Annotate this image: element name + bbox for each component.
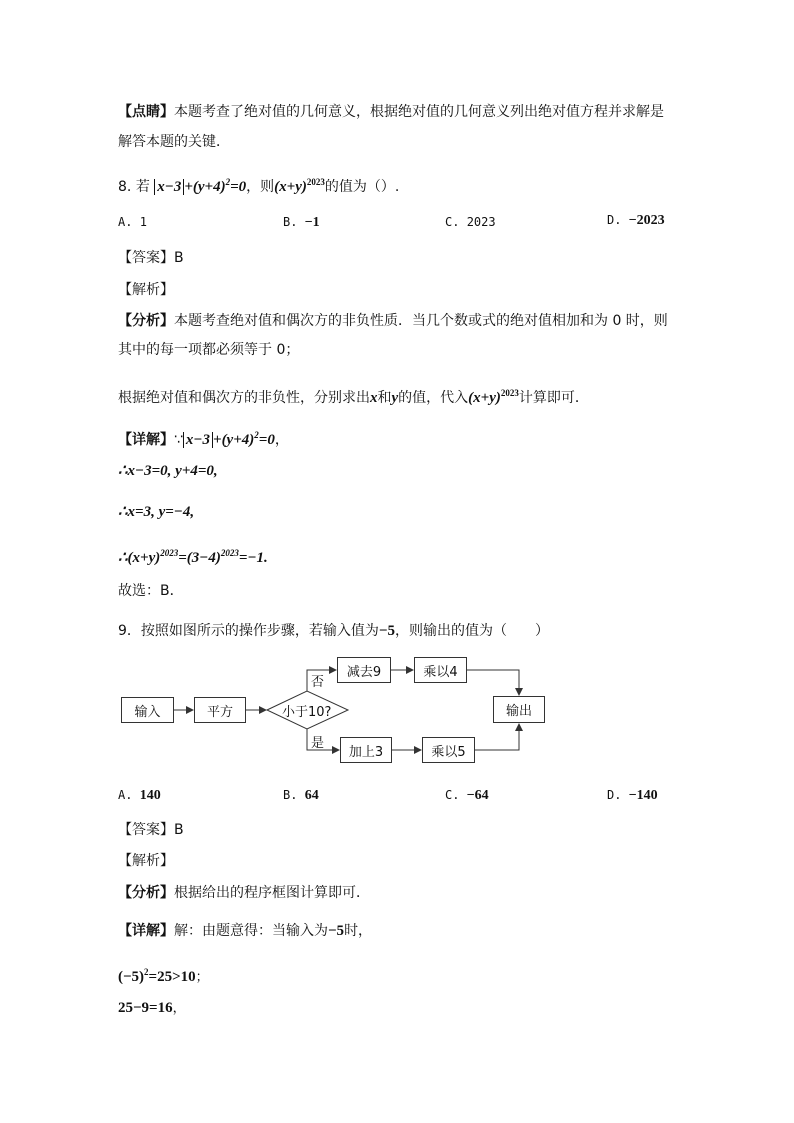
flow-square-box: 平方 (194, 697, 246, 723)
dianjing-tag: 【点睛】 (118, 104, 174, 120)
q9-fenxi (118, 883, 370, 903)
q9-step1-c: ； (195, 970, 209, 985)
q8-step3-a: ∴(x+y) (118, 550, 161, 566)
q8-step3-pow2: 2023 (220, 548, 239, 558)
q8-eq-zero: =0 (230, 179, 247, 195)
q8-option-a-value: 1 (139, 215, 147, 229)
q9-option-d-value: −140 (628, 788, 658, 803)
q8-because: ∵ (174, 432, 183, 448)
q9-option-c (445, 788, 489, 804)
q8-method-expr: (x+y) (468, 390, 501, 406)
dianjing-text-1: 本题考查了绝对值的几何意义，根据绝对值的几何意义列出绝对值方程并求解是 (174, 104, 664, 120)
q8-option-a-letter: A. (118, 215, 133, 229)
q8-option-d-letter: D. (607, 213, 622, 227)
arrow-mul4-output (467, 670, 519, 695)
q8-answer: 【答案】B (118, 250, 184, 266)
q9-jiexi: 【解析】 (118, 853, 174, 869)
q8-step0-abs: x−3 (183, 432, 213, 448)
q9-option-d (607, 788, 658, 804)
q8-method-y: y (391, 390, 399, 406)
q8-step3-pow1: 2023 (160, 548, 179, 558)
q8-method-c: 计算即可． (518, 390, 589, 406)
q9-xiangjie-b: 时， (344, 923, 373, 939)
arrow-mul5-output (475, 724, 519, 750)
q8-ze: ，则 (246, 179, 275, 195)
q9-option-a-letter: A. (118, 788, 133, 802)
q9-xiangjie (118, 921, 372, 941)
q8-eq-abs: x−3 (154, 179, 184, 195)
flow-no-label: 否 (311, 675, 325, 690)
q9-step-1 (118, 962, 209, 988)
q8-option-b-letter: B. (283, 215, 298, 229)
q8-expr-pow: 2023 (306, 177, 325, 187)
q9-step2-c: ， (172, 1001, 186, 1016)
q9-option-a (118, 788, 161, 804)
flow-mul5-box: 乘以5 (422, 737, 475, 763)
q8-option-c-value: 2023 (466, 215, 496, 229)
q9-step1-a: (−5) (118, 969, 145, 985)
q9-answer: 【答案】B (118, 822, 184, 838)
flow-add3-box: 加上3 (340, 737, 392, 763)
q8-option-c-letter: C. (445, 215, 460, 229)
q8-step3-b: =(3−4) (178, 550, 221, 566)
flow-mul4-box: 乘以4 (414, 657, 467, 683)
q8-ruo: 若 (135, 179, 150, 195)
flow-sub9-box: 减去9 (337, 657, 391, 683)
flow-yes-label: 是 (311, 736, 325, 751)
q8-step0-zero: =0 (258, 432, 275, 448)
q9-xiangjie-tag: 【详解】 (118, 923, 174, 939)
q8-method-he: 和 (377, 390, 392, 406)
q9-text-b: ，则输出的值为（ ） (394, 623, 549, 639)
q8-eq-pow: 2 (225, 177, 231, 187)
q8-eq-rest: +(y+4) (184, 179, 226, 195)
q9-step2-text: 25−9=16 (118, 1000, 173, 1016)
q8-number: 8. (118, 179, 132, 195)
q9-fenxi-tag: 【分析】 (118, 885, 174, 901)
q8-option-b-value: −1 (304, 215, 320, 230)
q9-option-d-letter: D. (607, 788, 622, 802)
q8-option-d-value: −2023 (628, 213, 665, 228)
q9-option-a-value: 140 (139, 788, 161, 803)
dianjing-text-2: 解答本题的关键． (118, 134, 230, 150)
q9-option-b (283, 788, 319, 804)
q9-step1-pow: 2 (144, 967, 149, 977)
flow-input-box: 输入 (121, 697, 174, 723)
q8-method-pow: 2023 (500, 388, 519, 398)
q8-step-1: ∴x−3=0, y+4=0, (118, 463, 218, 479)
q9-step-2 (118, 998, 186, 1019)
q9-text-a: 9．按照如图所示的操作步骤，若输入值为 (118, 623, 379, 639)
q8-step0-pow: 2 (254, 430, 259, 440)
q9-input-val: −5 (378, 623, 395, 639)
q9-fenxi-text: 根据给出的程序框图计算即可． (174, 885, 370, 901)
q8-step0-rest: +(y+4) (213, 432, 255, 448)
q9-option-c-value: −64 (466, 788, 489, 803)
q9-step1-b: =25>10 (148, 969, 196, 985)
flow-condition-label: 小于10? (282, 705, 332, 720)
q9-option-b-letter: B. (283, 788, 298, 802)
q8-xiangjie-tag: 【详解】 (118, 432, 174, 448)
q8-fenxi-text-1: 本题考查绝对值和偶次方的非负性质．当几个数或式的绝对值相加和为 0 时，则 (174, 313, 668, 329)
q9-xiangjie-val: −5 (328, 923, 345, 939)
q8-step-2: ∴x=3, y=−4, (118, 504, 195, 520)
q9-xiangjie-a: 解：由题意得：当输入为 (174, 923, 328, 939)
q8-choose: 故选：B． (118, 583, 184, 599)
q8-step0-tail: ， (274, 432, 289, 448)
q9-option-c-letter: C. (445, 788, 460, 802)
q8-step3-c: =−1. (238, 550, 268, 566)
q8-expr: (x+y) (274, 179, 307, 195)
q8-tail: 的值为（）. (324, 179, 400, 195)
q8-method-b: 的值，代入 (398, 390, 469, 406)
q8-jiexi: 【解析】 (118, 282, 174, 298)
q9-option-b-value: 64 (304, 788, 319, 803)
q8-fenxi-tag: 【分析】 (118, 313, 174, 329)
q8-fenxi-line-2: 其中的每一项都必须等于 0； (118, 342, 300, 358)
flow-output-box: 输出 (493, 696, 545, 723)
q8-method-x: x (370, 390, 378, 406)
q8-method-a: 根据绝对值和偶次方的非负性，分别求出 (118, 390, 370, 406)
